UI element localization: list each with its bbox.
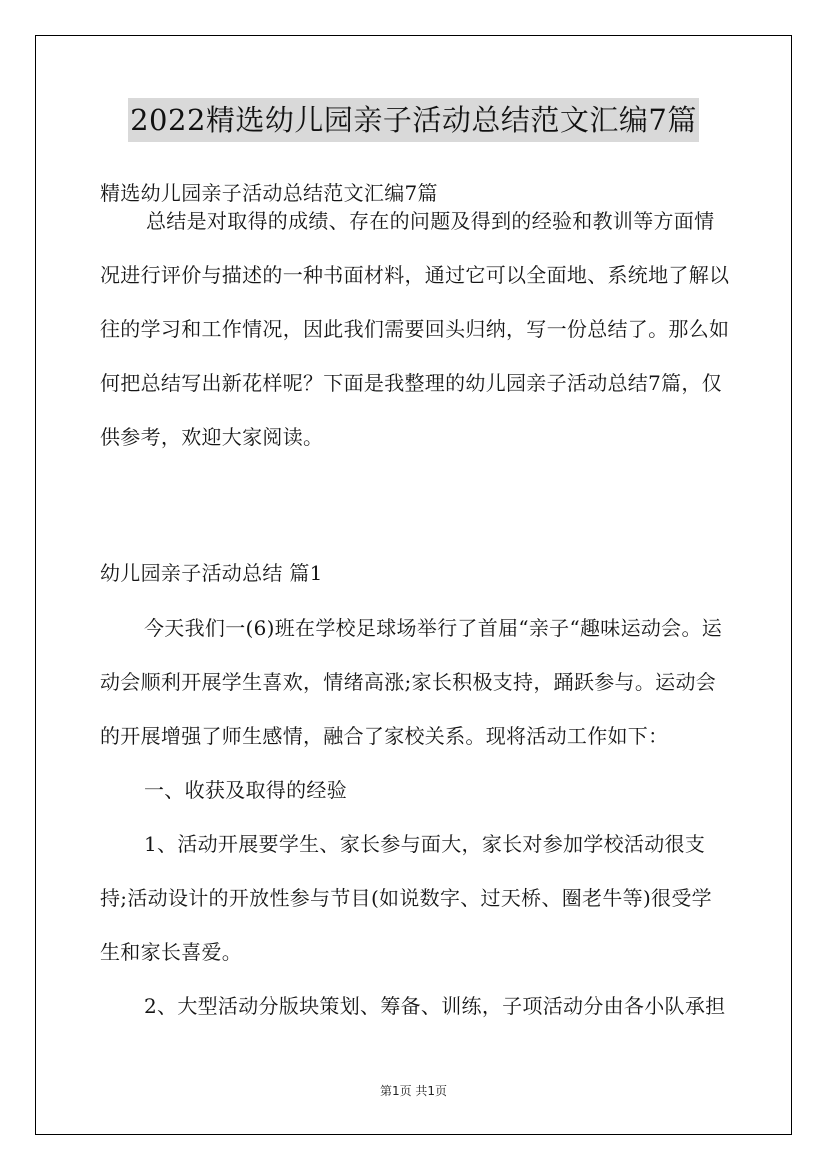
document-subtitle: 精选幼儿园亲子活动总结范文汇编7篇 xyxy=(100,181,438,205)
intro-paragraph: 总结是对取得的成绩、存在的问题及得到的经验和教训等方面情况进行评价与描述的一种书面材料，通过它可以全面地、系统地了解以往的学习和工作情况，因此我们需要回头归纳，写一份总结了。那么如何把总结写出新花样呢？下面是我整理的幼儿园亲子活动总结7篇，仅供参考，欢迎大家阅读。 xyxy=(100,209,730,449)
body-subheading: 一、收获及取得的经验 xyxy=(144,778,347,802)
title-container xyxy=(0,98,827,142)
page-footer: 第1页 共1页 xyxy=(379,1084,448,1098)
body-paragraph: 2、大型活动分版块策划、筹备、训练，子项活动分由各小队承担 xyxy=(144,994,726,1018)
section-heading: 幼儿园亲子活动总结 篇1 xyxy=(100,561,323,585)
document-title: 2022精选幼儿园亲子活动总结范文汇编7篇 xyxy=(128,98,699,142)
body-paragraph: 1、活动开展要学生、家长参与面大，家长对参加学校活动很支持;活动设计的开放性参与节目(如说数字、过天桥、圈老牛等)很受学生和家长喜爱。 xyxy=(100,832,712,964)
body-paragraph: 今天我们一(6)班在学校足球场举行了首届“亲子“趣味运动会。运动会顺利开展学生喜欢，情绪高涨;家长积极支持，踊跃参与。运动会的开展增强了师生感情，融合了家校关系。现将活动工作如下： xyxy=(100,616,723,748)
